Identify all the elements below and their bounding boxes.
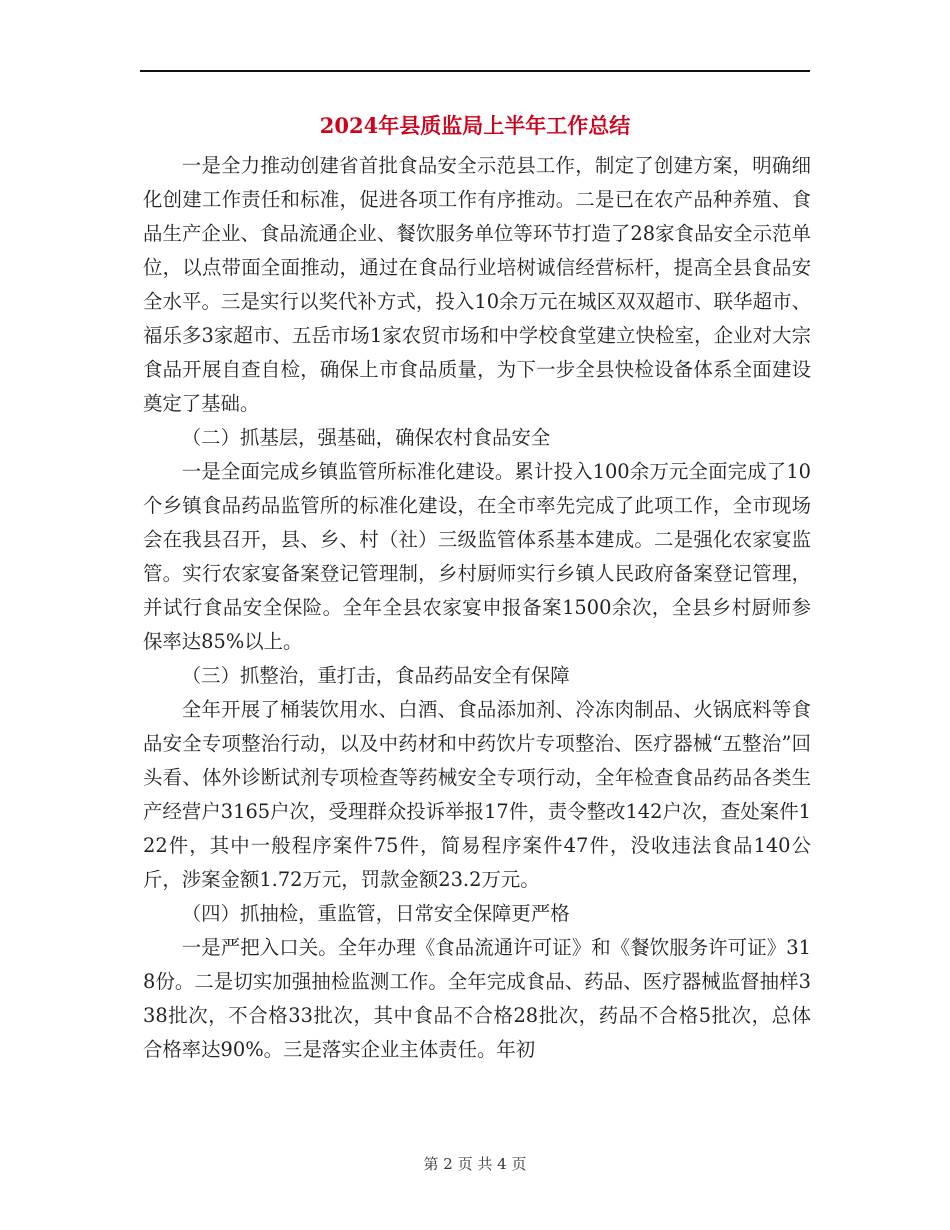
document-body: [143, 149, 811, 1067]
paragraph-special-rectification: 全年开展了桶装饮用水、白酒、食品添加剂、冷冻肉制品、火锅底料等食品安全专项整治行动，以及中药材和中药饮片专项整治、医疗器械“五整治”回头看、体外诊断试剂专项检查等药械安全专项行动，全年检查食品药品各类生产经营户3165户次，受理群众投诉举报17件，责令整改142户次，查处案件122件，其中一般程序案件75件，简易程序案件47件，没收违法食品140公斤，涉案金额1.72万元，罚款金额23.2万元。: [143, 698, 811, 891]
header-rule: [140, 70, 810, 72]
paragraph-sampling-inspection: 一是严把入口关。全年办理《食品流通许可证》和《餐饮服务许可证》318份。二是切实加强抽检监测工作。全年完成食品、药品、医疗器械监督抽样338批次，不合格33批次，其中食品不合格28批次，药品不合格5批次，总体合格率达90%。三是落实企业主体责任。年初: [143, 936, 811, 1061]
document-title: 2024年县质监局上半年工作总结: [319, 113, 631, 138]
section-heading-sampling: （四）抓抽检，重监管，日常安全保障更严格: [181, 902, 570, 925]
section-heading-grassroots: （二）抓基层，强基础，确保农村食品安全: [181, 426, 551, 449]
paragraph-food-safety-demo-county: 一是全力推动创建省首批食品安全示范县工作，制定了创建方案，明确细化创建工作责任和标准，促进各项工作有序推动。二是已在农产品种养殖、食品生产企业、食品流通企业、餐饮服务单位等环节打造了28家食品安全示范单位，以点带面全面推动，通过在食品行业培树诚信经营标杆，提高全县食品安全水平。三是实行以奖代补方式，投入10余万元在城区双双超市、联华超市、福乐多3家超市、五岳市场1家农贸市场和中学校食堂建立快检室，企业对大宗食品开展自查自检，确保上市食品质量，为下一步全县快检设备体系全面建设奠定了基础。: [143, 154, 811, 415]
section-heading-rectification: （三）抓整治，重打击，食品药品安全有保障: [181, 664, 570, 687]
page-number-footer: 第 2 页 共 4 页: [423, 1155, 527, 1173]
paragraph-township-supervision: 一是全面完成乡镇监管所标准化建设。累计投入100余万元全面完成了10个乡镇食品药品监管所的标准化建设，在全市率先完成了此项工作，全市现场会在我县召开，县、乡、村（社）三级监管体系基本建成。二是强化农家宴监管。实行农家宴备案登记管理制，乡村厨师实行乡镇人民政府备案登记管理，并试行食品安全保险。全年全县农家宴申报备案1500余次，全县乡村厨师参保率达85%以上。: [143, 460, 811, 653]
